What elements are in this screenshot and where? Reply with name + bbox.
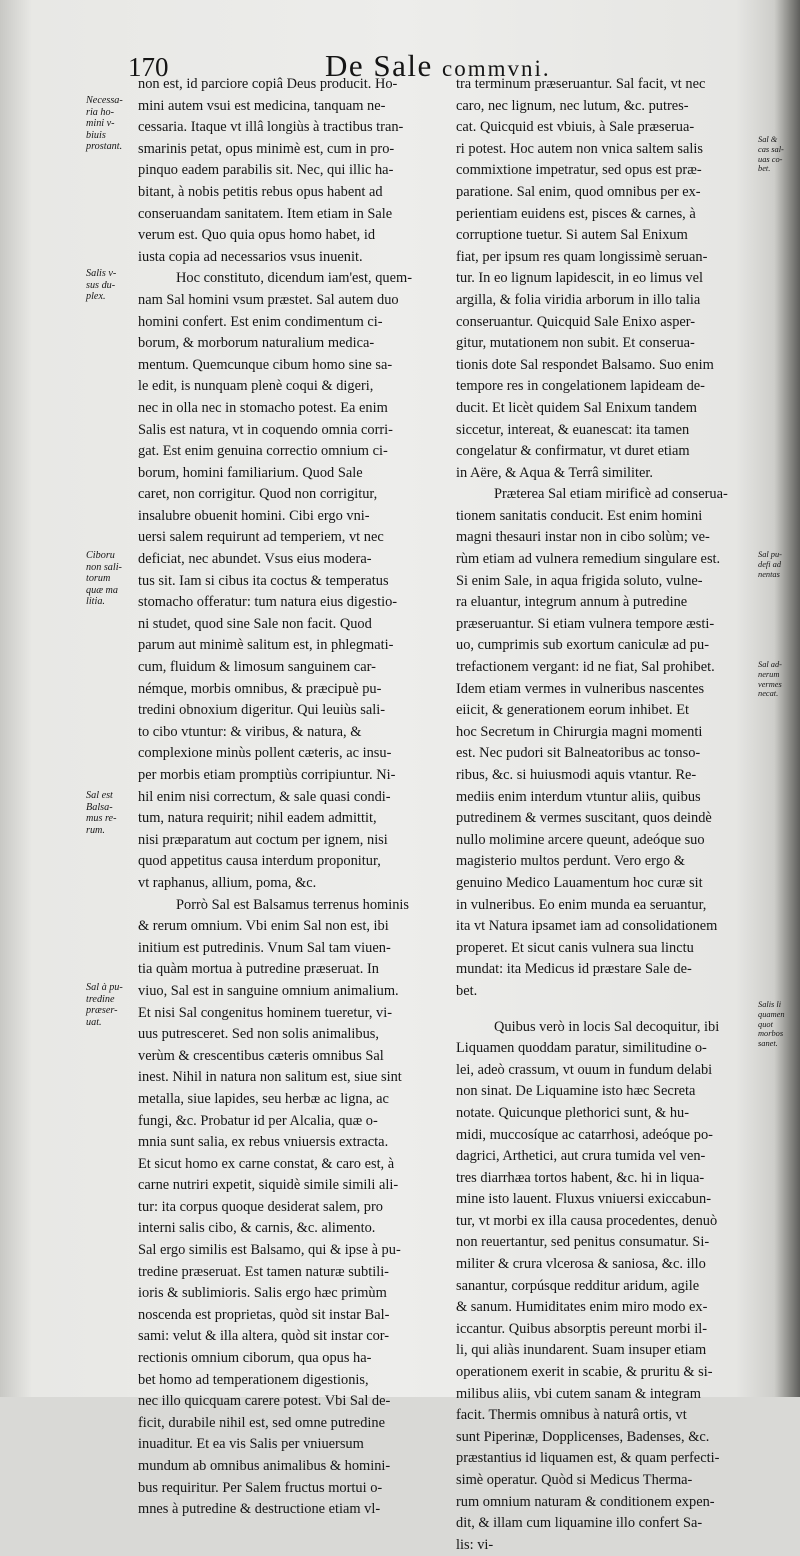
text-line: homini confert. Est enim condimentum ci- bbox=[138, 313, 383, 330]
margin-note: Salis v- sus du- plex. bbox=[86, 268, 117, 303]
text-line: uus putresceret. Sed non solis animalibus, bbox=[138, 1026, 380, 1043]
text-line: tredini obnoxium digeritur. Qui leuiùs sali- bbox=[138, 702, 386, 719]
text-line: midi, muccosíque ac catarrhosi, adeóque po- bbox=[456, 1126, 713, 1143]
margin-note: Ciboru non sali- torum quæ ma litia. bbox=[86, 550, 122, 608]
text-line: ita vt Natura ipsamet iam ad consolidationem bbox=[456, 918, 718, 935]
text-line: caro, nec lignum, nec lutum, &c. putres- bbox=[456, 97, 689, 114]
text-line: tus sit. Iam si cibus ita coctus & temperatus bbox=[138, 572, 389, 589]
text-line: hoc Secretum in Chirurgia magni momenti bbox=[456, 723, 703, 740]
text-line: lei, adeò crassum, vt ouum in fundum delabi bbox=[456, 1061, 713, 1078]
text-line: paratione. Sal enim, quod omnibus per ex- bbox=[456, 183, 701, 200]
text-line: & sanum. Humiditates enim miro modo ex- bbox=[456, 1299, 708, 1316]
margin-note: Salis li quamen quot morbos sanet. bbox=[758, 1000, 785, 1049]
text-line: Si enim Sale, in aqua frigida soluto, vulne- bbox=[456, 572, 703, 589]
text-line: præstantius id liquamen est, & quam perfecti- bbox=[456, 1450, 720, 1467]
right-text-column bbox=[456, 74, 766, 1556]
text-line: inuaditur. Et ea vis Salis per vniuersum bbox=[138, 1436, 364, 1453]
text-line: mentum. Quemcunque cibum homo sine sa- bbox=[138, 356, 393, 373]
text-line: vt raphanus, allium, poma, &c. bbox=[138, 874, 317, 891]
text-line: gat. Est enim genuina correctio omnium ci- bbox=[138, 443, 388, 460]
text-line: ducit. Et licèt quidem Sal Enixum tandem bbox=[456, 399, 697, 416]
margin-note: Sal est Balsa- mus re- rum. bbox=[86, 790, 117, 836]
text-line: sunt Piperinæ, Dopplicenses, Badenses, &c. bbox=[456, 1428, 710, 1445]
text-line: tionem sanitatis conducit. Est enim homini bbox=[456, 507, 703, 524]
text-line: smarinis petat, opus minimè est, cum in pro- bbox=[138, 140, 395, 157]
text-line: properet. Et sicut canis vulnera sua linctu bbox=[456, 939, 694, 956]
text-line: non reuertantur, sed penitus consumatur. Si- bbox=[456, 1234, 710, 1251]
text-line: mnes à putredine & destructione etiam vl- bbox=[138, 1501, 381, 1518]
text-line: nam Sal homini vsum præstet. Sal autem duo bbox=[138, 291, 399, 308]
text-line: tur: ita corpus quoque desiderat salem, pro bbox=[138, 1198, 383, 1215]
text-line: nisi præparatum aut coctum per ignem, nisi bbox=[138, 831, 388, 848]
text-line: borum, & morborum naturalium medica- bbox=[138, 335, 375, 352]
text-line: sanantur, corpúsque redditur aridum, agile bbox=[456, 1277, 700, 1294]
text-line: ioris & sublimioris. Salis ergo hæc primùm bbox=[138, 1285, 387, 1302]
text-line: bet homo ad temperationem digestionis, bbox=[138, 1371, 369, 1388]
text-line: parum aut minimè salitum est, in phlegmati- bbox=[138, 637, 394, 654]
text-line: ra eluantur, integrum annum à putredine bbox=[456, 594, 688, 611]
margin-note: Sal & cas sal- uas co- bet. bbox=[758, 135, 784, 174]
text-line: notate. Quicunque plethorici sunt, & hu- bbox=[456, 1104, 689, 1121]
text-line: iccantur. Quibus absorptis pereunt morbi il- bbox=[456, 1320, 707, 1337]
text-line: fungi, &c. Probatur id per Alcalia, quæ o- bbox=[138, 1112, 378, 1129]
text-line: initium est putredinis. Vnum Sal tam viuen- bbox=[138, 939, 391, 956]
text-line: tres diarrhæa tortos habent, &c. hi in liqua- bbox=[456, 1169, 705, 1186]
text-line: lis: vi- bbox=[456, 1536, 494, 1553]
text-line: commixtione impetratur, sed opus est præ- bbox=[456, 162, 702, 179]
text-line: Quibus verò in locis Sal decoquitur, ibi bbox=[494, 1018, 720, 1035]
text-line: bet. bbox=[456, 982, 478, 999]
text-line: perientiam euidens est, pisces & carnes, à bbox=[456, 205, 696, 222]
text-line: cat. Quicquid est vbiuis, à Sale præserua- bbox=[456, 119, 695, 136]
text-line: tionis dote Sal respondet Balsamo. Suo enim bbox=[456, 356, 714, 373]
text-line: non est, id parciore copiâ Deus producit. Ho- bbox=[138, 76, 398, 92]
text-line: trefactionem vergant: id ne fiat, Sal prohibet. bbox=[456, 659, 715, 676]
text-line: cessaria. Itaque vt illâ longiùs à tractibus tran- bbox=[138, 119, 404, 136]
text-line: Hoc constituto, dicendum iam'est, quem- bbox=[176, 270, 412, 287]
text-line: hil enim nisi correctum, & sale quasi condi- bbox=[138, 788, 391, 805]
text-line: le edit, is nunquam plenè coqui & digeri, bbox=[138, 378, 374, 395]
text-line: sami: velut & illa altera, quòd sit instar cor- bbox=[138, 1328, 390, 1345]
text-line: ri potest. Hoc autem non vnica saltem salis bbox=[456, 140, 703, 157]
text-line: complexione minùs pollent cæteris, ac insu- bbox=[138, 745, 392, 762]
text-line: genuino Medico Lauamentum hoc curæ sit bbox=[456, 874, 703, 891]
text-line: pinquo eadem parabilis sit. Nec, qui illic ha- bbox=[138, 162, 394, 179]
text-line: non sinat. De Liquamine isto hæc Secreta bbox=[456, 1083, 696, 1100]
text-line: Salis est natura, vt in coquendo omnia corri- bbox=[138, 421, 393, 438]
text-line: tur, vt morbi ex illa causa procedentes, denuò bbox=[456, 1212, 718, 1229]
text-line: tia quàm mortua à putredine præseruat. In bbox=[138, 961, 379, 978]
text-line: congelatur & confirmatur, vt duret etiam bbox=[456, 443, 690, 460]
text-line: rectionis omnium ciborum, qua opus ha- bbox=[138, 1350, 372, 1367]
text-line: carne nutriri expetit, siquidè simile simili ali- bbox=[138, 1177, 399, 1194]
text-line: Præterea Sal etiam mirificè ad conserua- bbox=[494, 486, 728, 503]
margin-note: Sal pu- defi ad nentas bbox=[758, 550, 782, 579]
text-line: metalla, siue lapides, seu herbæ ac ligna, ac bbox=[138, 1090, 389, 1107]
text-line: milibus aliis, vbi cutem sanam & integram bbox=[456, 1385, 701, 1402]
text-line: inest. Nihil in natura non salitum est, siue sint bbox=[138, 1069, 402, 1086]
text-line: mundum ab omnibus animalibus & homini- bbox=[138, 1458, 391, 1474]
running-head-smallcaps: commvni. bbox=[442, 56, 551, 81]
text-line: eiicit, & generationem eorum inhibet. Et bbox=[456, 702, 689, 719]
text-line: fiat, per ipsum res quam longissimè seruan- bbox=[456, 248, 708, 265]
text-line: simè operatur. Quòd si Medicus Therma- bbox=[456, 1472, 693, 1488]
text-line: mediis enim interdum vtuntur aliis, quibus bbox=[456, 788, 701, 805]
text-line: per morbis etiam promptiùs corripiuntur. Ni- bbox=[138, 767, 396, 783]
text-line: conseruantur. Quicquid Sale Enixo asper- bbox=[456, 313, 696, 330]
text-line: est. Nec pudori sit Balneatoribus ac tonso- bbox=[456, 745, 701, 762]
margin-note: Necessa- ria ho- mini v- biuis prostant. bbox=[86, 95, 123, 153]
text-line: in Aëre, & Aqua & Terrâ similiter. bbox=[456, 464, 653, 481]
text-line: mini autem vsui est medicina, tanquam ne- bbox=[138, 97, 386, 114]
text-line: verùm & crescentibus cæteris omnibus Sal bbox=[138, 1047, 384, 1064]
text-line: siccetur, intereat, & euanescat: ita tamen bbox=[456, 421, 690, 438]
text-line: némque, morbis omnibus, & præcipuè pu- bbox=[138, 680, 382, 697]
text-line: magni thesauri instar non in cibo solùm; ve- bbox=[456, 529, 710, 546]
text-line: operationem exerit in scabie, & pruritu & si- bbox=[456, 1364, 713, 1381]
text-line: & rerum omnium. Vbi enim Sal non est, ibi bbox=[138, 918, 389, 935]
text-line: mundat: ita Medicus id præstare Sale de- bbox=[456, 961, 692, 978]
text-line: uo, cumprimis sub exortum caniculæ ad pu- bbox=[456, 637, 709, 654]
text-line: interni salis cibo, & carnis, &c. alimento. bbox=[138, 1220, 376, 1237]
text-line: bus requiritur. Per Salem fructus mortui o- bbox=[138, 1479, 383, 1496]
text-line: li, qui aliàs inundarent. Suam insuper etiam bbox=[456, 1342, 707, 1359]
text-line: ni studet, quod sine Sale non facit. Quod bbox=[138, 615, 372, 632]
page-number: 170 bbox=[128, 52, 169, 82]
text-line: tra terminum præseruantur. Sal facit, vt nec bbox=[456, 76, 706, 92]
text-line: dagrici, Arthetici, aut crura tumida vel ven- bbox=[456, 1148, 706, 1165]
running-head-initial: De Sale bbox=[325, 48, 433, 83]
text-line: tredine præseruat. Est tamen naturæ subtili- bbox=[138, 1263, 389, 1280]
text-line: dit, & illam cum liquamine illo confert Sa- bbox=[456, 1515, 703, 1532]
text-line: præseruantur. Si etiam vulnera tempore æsti- bbox=[456, 615, 715, 632]
text-line: Liquamen quoddam paratur, similitudine o- bbox=[456, 1040, 707, 1057]
text-line: Porrò Sal est Balsamus terrenus hominis bbox=[176, 896, 410, 913]
text-line: mine isto lauent. Fluxus vniuersi exiccabun- bbox=[456, 1191, 711, 1208]
text-line: mnia sunt salia, ex rebus vniuersis extracta. bbox=[138, 1134, 389, 1151]
text-line: tempore res in congelationem lapideam de- bbox=[456, 378, 705, 395]
text-line: rùm etiam ad vulnera remedium singulare est. bbox=[456, 551, 721, 568]
text-line: argilla, & folia viridia arborum in illo talia bbox=[456, 291, 701, 308]
text-line: uersi salem requirunt ad temperiem, vt nec bbox=[138, 529, 384, 546]
text-line: putredinem & vermes suscitant, quos deindè bbox=[456, 810, 712, 827]
text-line: nec illo quicquam carere potest. Vbi Sal de- bbox=[138, 1393, 391, 1410]
text-line: cum, fluidum & limosum sanguinem car- bbox=[138, 659, 376, 676]
text-line: in vulneribus. Eo enim munda ea seruantur, bbox=[456, 896, 707, 913]
text-line: verum est. Quo quia opus homo habet, id bbox=[138, 227, 376, 244]
text-line: quod appetitus causa interdum proponitur, bbox=[138, 853, 381, 870]
text-line: noscenda est proprietas, quòd sit instar Bal- bbox=[138, 1306, 390, 1323]
text-line: ficit, durabile nihil est, sed omne putredine bbox=[138, 1414, 385, 1431]
margin-note: Sal à pu- tredine præser- uat. bbox=[86, 982, 123, 1028]
text-line: gitur, mutationem non subit. Et conserua- bbox=[456, 335, 695, 352]
text-line: ribus, &c. si huiusmodi aquis vtantur. Re- bbox=[456, 767, 697, 783]
text-line: nec in olla nec in stomacho potest. Ea enim bbox=[138, 399, 388, 416]
text-line: Sal ergo similis est Balsamo, qui & ipse à pu- bbox=[138, 1242, 401, 1259]
text-line: rum omnium naturam & conditionem expen- bbox=[456, 1493, 715, 1510]
text-line: insalubre obuenit homini. Cibi ergo vni- bbox=[138, 507, 370, 524]
left-text-column bbox=[138, 74, 450, 1521]
text-line: deficiat, nec abundet. Vsus eius modera- bbox=[138, 551, 372, 568]
text-line: tur. In eo lignum lapidescit, in eo limus vel bbox=[456, 270, 704, 287]
text-line: stomacho offeratur: tum natura eius digestio- bbox=[138, 594, 398, 611]
text-line: Et sicut homo ex carne constat, & caro est, à bbox=[138, 1155, 395, 1172]
text-line: to cibo vtuntur: & viribus, & natura, & bbox=[138, 723, 362, 740]
text-line: caret, non corrigitur. Quod non corrigitur, bbox=[138, 486, 378, 503]
text-line: magisterio multos perdunt. Vero ergo & bbox=[456, 853, 685, 870]
text-line: viuo, Sal est in sanguine omnium animalium. bbox=[138, 982, 399, 999]
text-line: conseruandam sanitatem. Item etiam in Sale bbox=[138, 205, 393, 222]
text-line: Et nisi Sal congenitus hominem tueretur, vi- bbox=[138, 1004, 393, 1021]
text-line: borum, homini familiarium. Quod Sale bbox=[138, 464, 363, 481]
text-line: Idem etiam vermes in vulneribus nascentes bbox=[456, 680, 705, 697]
text-line: bitant, à nobis petitis rebus opus habent ad bbox=[138, 183, 383, 200]
text-line: iusta copia ad necessarios vsus inuenit. bbox=[138, 248, 363, 265]
margin-note: Sal ad- nerum vermes necat. bbox=[758, 660, 782, 699]
text-line: facit. Thermis omnibus à naturâ ortis, vt bbox=[456, 1407, 687, 1424]
text-line: tum, natura requirit; nihil eadem admittit, bbox=[138, 810, 377, 827]
text-line: militer & crura vlcerosa & saniosa, &c. illo bbox=[456, 1256, 706, 1273]
text-line: nullo molimine arcere queunt, adeóque suo bbox=[456, 831, 705, 848]
text-line: corruptione tuetur. Si autem Sal Enixum bbox=[456, 227, 688, 244]
